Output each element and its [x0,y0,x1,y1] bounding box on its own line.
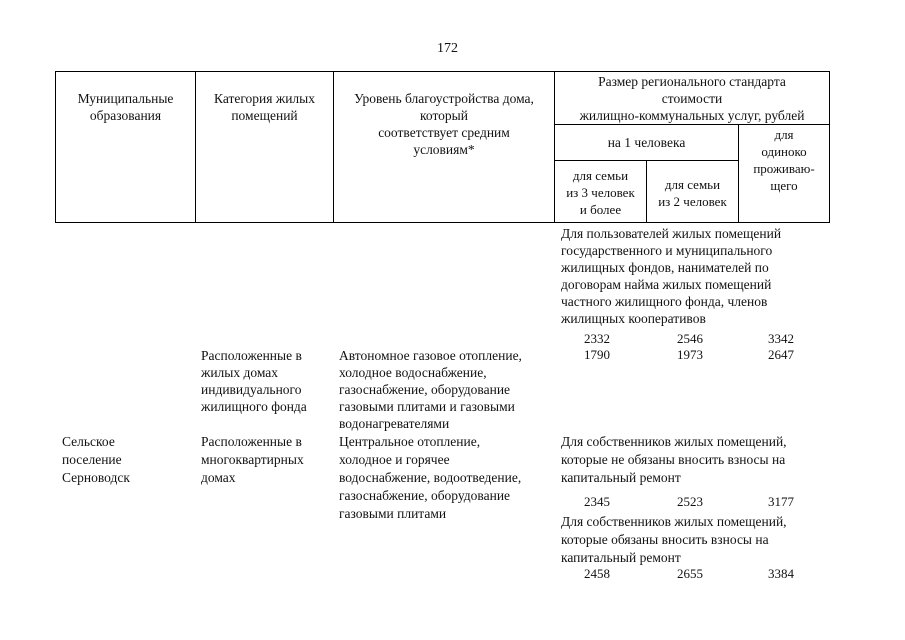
header-category [196,90,333,124]
cell-line: Сельское [62,434,115,449]
note-line: которые не обязаны вносить взносы на [561,452,786,467]
cell-line: Автономное газовое отопление, [339,348,522,363]
row-a-single: 3342 [768,331,794,346]
table-top-border [55,71,830,72]
cell-line: газовыми плитами [339,506,447,521]
users-note [561,225,781,327]
row-a-family3: 2332 [584,331,610,346]
header-text: помещений [231,108,298,123]
cell-line: индивидуального [201,382,302,397]
header-text: щего [770,178,798,193]
header-text: жилищно-коммунальных услуг, рублей [579,108,805,123]
header-text: стоимости [661,91,723,106]
cell-line: поселение [62,452,122,467]
header-single-resident [739,126,829,194]
header-amenity-level [334,90,554,158]
category-apartment [201,433,304,487]
header-text: из 3 человек [566,185,635,200]
municipality-name [62,433,130,487]
amenity-apartment [339,433,521,523]
row-divider-size [554,124,830,125]
owners-no-repair-note [561,433,787,487]
row-b-family2: 1973 [677,347,703,362]
header-text: Уровень благоустройства дома, [354,91,534,106]
note-line: жилищных кооперативов [561,311,706,326]
cell-line: холодное водоснабжение, [339,365,487,380]
cell-line: домах [201,470,236,485]
header-municipality [56,90,195,124]
note-line: частного жилищного фонда, членов [561,294,768,309]
header-per-person: на 1 человека [607,135,686,150]
note-line: государственного и муниципального [561,243,773,258]
header-text: для семьи [664,177,721,192]
cell-line: Расположенные в [201,434,302,449]
amenity-individual [339,347,522,432]
header-family-3 [555,167,646,218]
cell-line: газоснабжение, оборудование [339,488,511,503]
header-text: соответствует средним [378,125,510,140]
note-line: Для собственников жилых помещений, [561,514,787,529]
header-text: Размер регионального стандарта [598,74,786,89]
owners-repair-note [561,513,787,567]
row-d-family3: 2458 [584,566,610,581]
row-c-single: 3177 [768,494,794,509]
note-line: договорам найма жилых помещений [561,277,772,292]
row-b-family3: 1790 [584,347,610,362]
cell-line: водоснабжение, водоотведение, [339,470,522,485]
cell-line: холодное и горячее [339,452,450,467]
header-text: проживаю- [753,161,815,176]
header-text: и более [579,202,622,217]
cell-line: водонагревателями [339,416,450,431]
header-text: условиям* [413,142,475,157]
cell-line: жилых домах [201,365,279,380]
note-line: капитальный ремонт [561,550,681,565]
cell-line: жилищного фонда [201,399,307,414]
row-b-single: 2647 [768,347,794,362]
row-d-family2: 2655 [677,566,703,581]
header-text: Категория жилых [214,91,315,106]
cell-line: Расположенные в [201,348,302,363]
note-line: которые обязаны вносить взносы на [561,532,769,547]
header-text: из 2 человек [658,194,727,209]
cell-line: газовыми плитами и газовыми [339,399,515,414]
header-text: для [774,127,794,142]
table-bottom-border [55,222,830,223]
cell-line: газоснабжение, оборудование [339,382,511,397]
header-text: Муниципальные [77,91,174,106]
header-standard-size [555,73,829,124]
header-text: который [420,108,468,123]
table-right-border [829,71,830,223]
page-number: 172 [437,41,458,56]
header-text: образования [89,108,162,123]
cell-line: многоквартирных [201,452,304,467]
header-text: для семьи [572,168,629,183]
cell-line: Центральное отопление, [339,434,481,449]
header-family-2 [647,176,738,210]
note-line: Для пользователей жилых помещений [561,226,782,241]
header-text: одиноко [761,144,807,159]
note-line: Для собственников жилых помещений, [561,434,787,449]
note-line: жилищных фондов, нанимателей по [561,260,769,275]
category-individual [201,347,307,415]
note-line: капитальный ремонт [561,470,681,485]
row-d-single: 3384 [768,566,794,581]
row-c-family2: 2523 [677,494,703,509]
cell-line: Серноводск [62,470,130,485]
row-c-family3: 2345 [584,494,610,509]
row-a-family2: 2546 [677,331,703,346]
